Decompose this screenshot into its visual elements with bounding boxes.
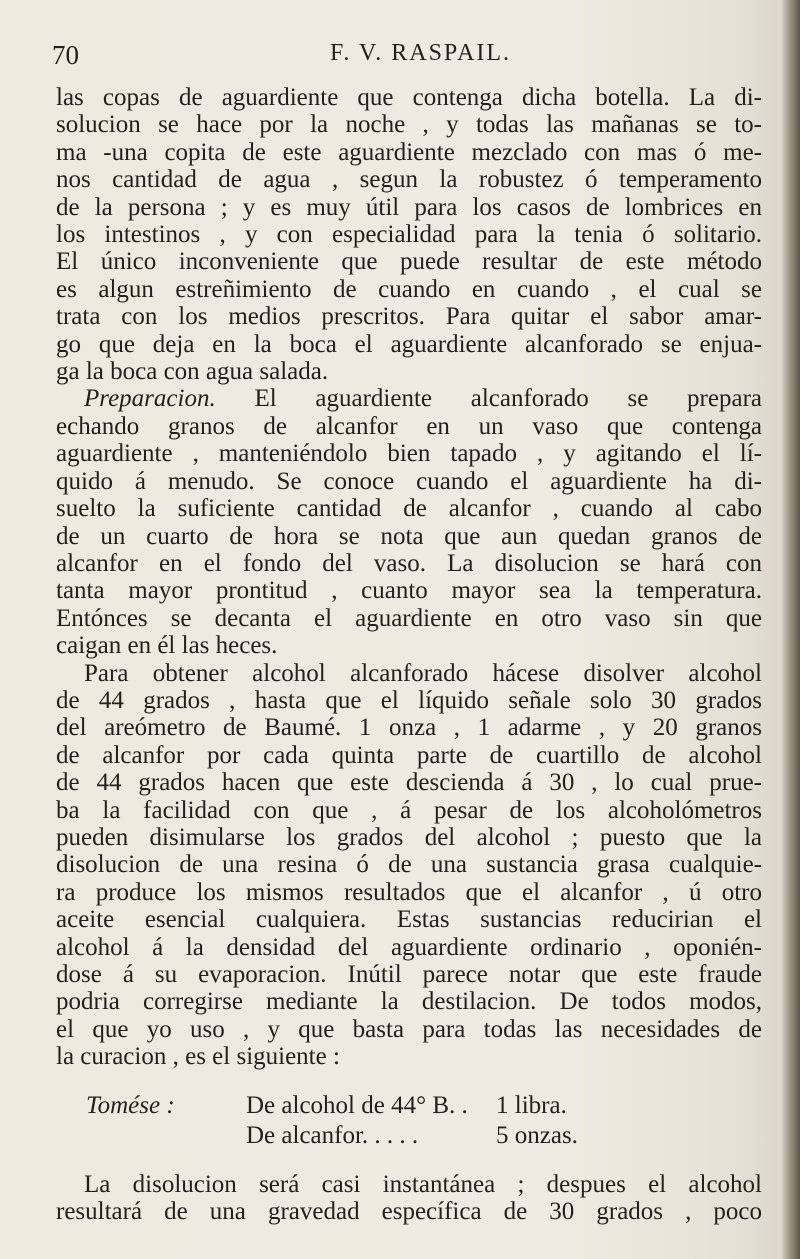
recipe-block — [56, 1091, 762, 1151]
recipe-ingredient: De alcohol de 44° B. . — [246, 1091, 468, 1119]
text-line: del areómetro de Baumé. 1 onza , 1 adarme , y 20 granos — [56, 714, 762, 742]
paragraph-4 — [56, 1171, 762, 1226]
recipe-row — [56, 1121, 762, 1151]
text-line: tanta mayor prontitud , cuanto mayor sea la temperatura. — [56, 577, 762, 605]
text-line — [56, 385, 762, 412]
text-line: alcanfor en el fondo del vaso. La disolucion se hará con — [56, 549, 762, 577]
body-text — [56, 84, 762, 1225]
paragraph-1 — [56, 84, 762, 385]
page-edge-shadow — [782, 0, 800, 1259]
text-line: de 44 grados hacen que este descienda á 30 , lo cual prue- — [56, 769, 762, 797]
paragraph-3 — [56, 660, 762, 1071]
page-header — [52, 40, 772, 80]
text-line: el que yo uso , y que basta para todas las necesidades de — [56, 1015, 762, 1043]
text-line: suelto la suficiente cantidad de alcanfor , cuando al cabo — [56, 495, 762, 523]
text-line: aceite esencial cualquiera. Estas sustancias reducirian el — [56, 906, 762, 934]
text-line: El único inconveniente que puede resultar de este método — [56, 248, 762, 276]
running-head: F. V. RASPAIL. — [330, 40, 512, 66]
recipe-quantity: 1 libra. — [496, 1091, 567, 1119]
recipe-lead-spacer — [56, 1121, 246, 1151]
text-line: disolucion de una resina ó de una sustancia grasa cualquie- — [56, 851, 762, 879]
text-line: resultará de una gravedad específica de 30 grados , poco — [56, 1198, 762, 1226]
text-line: nos cantidad de agua , segun la robustez ó temperamento — [56, 166, 762, 194]
text-line: trata con los medios prescritos. Para quitar el sabor amar- — [56, 303, 762, 331]
text-line: las copas de aguardiente que contenga dicha botella. La di- — [56, 84, 762, 111]
text-line: dose á su evaporacion. Inútil parece notar que este fraude — [56, 961, 762, 988]
text-line: Para obtener alcohol alcanforado hácese disolver alcohol — [84, 659, 762, 687]
text-line: ra produce los mismos resultados que el alcanfor , ú otro — [56, 878, 762, 906]
text-line: ba la facilidad con que , á pesar de los alcoholómetros — [56, 796, 762, 824]
text-line: solucion se hace por la noche , y todas las mañanas se to- — [56, 111, 762, 139]
recipe-quantity: 5 onzas. — [496, 1121, 578, 1149]
text-line: ma -una copita de este aguardiente mezclado con mas ó me- — [56, 138, 762, 166]
text-line: go que deja en la boca el aguardiente alcanforado se enjua- — [56, 330, 762, 358]
text-line: caigan en él las heces. — [56, 632, 278, 660]
text-line: alcohol á la densidad del aguardiente ordinario , oponién- — [56, 933, 762, 961]
text-line: Entónces se decanta el aguardiente en otro vaso sin que — [56, 604, 762, 632]
text-line: ga la boca con agua salada. — [56, 358, 329, 386]
text-line: es algun estreñimiento de cuando en cuando , el cual se — [56, 275, 762, 303]
recipe-ingredient: De alcanfor. . . . . — [246, 1121, 419, 1149]
text-line: de 44 grados , hasta que el líquido señale solo 30 grados — [56, 686, 762, 714]
text-line: echando granos de alcanfor en un vaso que contenga — [56, 412, 762, 440]
paragraph-2 — [56, 385, 762, 659]
text-line: los intestinos , y con especialidad para la tenia ó solitario. — [56, 221, 762, 249]
text-line: La disolucion será casi instantánea ; despues el alcohol — [84, 1170, 762, 1198]
text-run: El aguardiente alcanforado se prepara — [215, 385, 762, 413]
text-line: pueden disimularse los grados del alcohol ; puesto que la — [56, 823, 762, 851]
text-line: de la persona ; y es muy útil para los casos de lombrices en — [56, 193, 762, 221]
text-line: aguardiente , manteniéndolo bien tapado , y agitando el lí- — [56, 440, 762, 468]
text-line: podria corregirse mediante la destilacion. De todos modos, — [56, 988, 762, 1016]
text-line: de alcanfor por cada quinta parte de cuartillo de alcohol — [56, 741, 762, 769]
recipe-row — [56, 1091, 762, 1121]
text-line: la curacion , es el siguiente : — [56, 1043, 340, 1071]
section-lead-preparacion: Preparacion. — [84, 385, 216, 413]
text-line: quido á menudo. Se conoce cuando el aguardiente ha di- — [56, 467, 762, 495]
recipe-lead: Tomése : — [86, 1091, 175, 1119]
page-number: 70 — [52, 40, 79, 70]
text-line: de un cuarto de hora se nota que aun quedan granos de — [56, 522, 762, 550]
